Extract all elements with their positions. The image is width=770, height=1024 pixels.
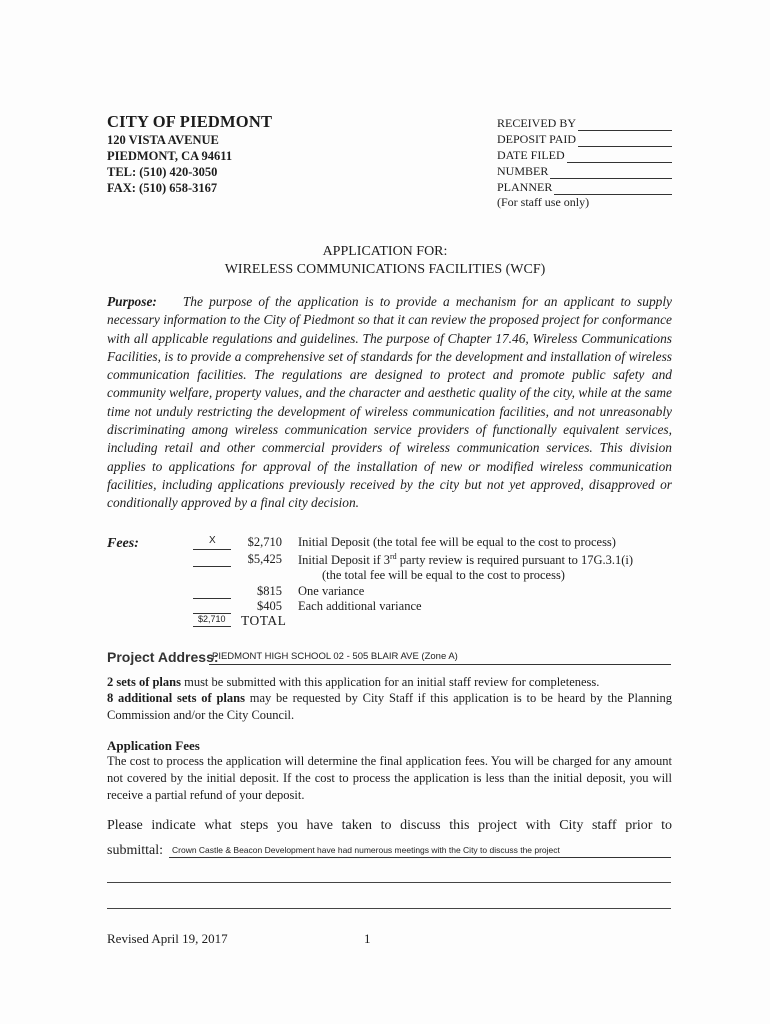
received-by-label: RECEIVED BY — [497, 116, 576, 130]
fee-check-mark: X — [209, 535, 216, 546]
application-title-line2: WIRELESS COMMUNICATIONS FACILITIES (WCF) — [224, 262, 546, 277]
total-label: TOTAL — [241, 613, 287, 628]
phone-line: TEL: (510) 420-3050 — [107, 165, 218, 179]
fee-description: One variance — [298, 584, 365, 598]
fee-amount: $5,425 — [247, 552, 282, 566]
fee-description — [298, 552, 633, 568]
received-by-field — [497, 116, 672, 131]
date-filed-field — [497, 148, 672, 163]
submittal-value: Crown Castle & Beacon Development have had numerous meetings with the City to discuss the project — [172, 845, 560, 855]
fee-checkbox-initial-deposit[interactable] — [193, 535, 231, 550]
number-field — [497, 164, 672, 179]
fee-checkbox-third-party[interactable] — [193, 552, 231, 567]
fee-description-superscript: rd — [390, 552, 397, 561]
address-line: 120 VISTA AVENUE — [107, 133, 219, 147]
fees-label: Fees: — [107, 536, 139, 551]
fee-amount: $405 — [257, 599, 282, 613]
fee-description: Initial Deposit (the total fee will be equal to the cost to process) — [298, 535, 616, 549]
number-label: NUMBER — [497, 164, 549, 178]
city-name: CITY OF PIEDMONT — [107, 112, 273, 131]
fee-description: Each additional variance — [298, 599, 422, 613]
planner-field — [497, 180, 672, 195]
project-address-value: PIEDMONT HIGH SCHOOL 02 - 505 BLAIR AVE (Zone A) — [212, 651, 458, 662]
city-state-line: PIEDMONT, CA 94611 — [107, 149, 233, 163]
submittal-extra-line[interactable] — [107, 882, 671, 883]
number-blank — [550, 168, 672, 179]
plans-requirement-2 — [107, 690, 672, 724]
purpose-text: The purpose of the application is to provide a mechanism for an applicant to supply necessary information to the City of Piedmont so that it can review the proposed project for conformance with all applicable regulations and guidelines. The purpose of Chapter 17.46, Wireless Communications Facilities, is to provide a comprehensive set of standards for the development and installation of wireless communication facilities. The regulations are designed to protect and promote public safety and community welfare, property values, and the character and aesthetic quality of the city, while at the same time not unduly restricting the development of wireless communication facilities, and not unreasonably discriminating among wireless communication service providers of functionally equivalent services, including retail and other commercial providers of wireless communication services. This division applies to applications for approval of the installation of new or modified wireless communication facilities, including applications previously received by the city but not yet approved, disapproved or conditionally approved by a final city decision. — [107, 294, 672, 511]
deposit-paid-label: DEPOSIT PAID — [497, 132, 577, 146]
fax-line: FAX: (510) 658-3167 — [107, 181, 218, 195]
fee-amount: $815 — [257, 584, 282, 598]
fee-amount: $2,710 — [247, 535, 282, 549]
deposit-paid-blank — [578, 136, 672, 147]
project-address-field[interactable] — [209, 664, 671, 665]
deposit-paid-field — [497, 132, 672, 147]
revised-date: Revised April 19, 2017 — [107, 931, 228, 946]
date-filed-blank — [567, 152, 672, 163]
purpose-label: Purpose: — [107, 294, 157, 309]
submittal-label: submittal: — [107, 843, 163, 858]
plans-requirement-1 — [107, 674, 672, 691]
plans-text: must be submitted with this application for an initial staff review for completeness. — [180, 675, 600, 689]
fee-description-part: Initial Deposit if 3 — [298, 553, 390, 568]
application-fees-heading: Application Fees — [107, 738, 200, 753]
application-fees-text: The cost to process the application will determine the final application fees. You will be charged for any amount not covered by the initial deposit. If the cost to process the application is less than the initial deposit, you will receive a partial refund of your deposit. — [107, 754, 672, 802]
application-title-line1: APPLICATION FOR: — [322, 244, 448, 259]
fee-description-part: party review is required pursuant to 17G.3.1(i) — [396, 553, 634, 568]
planner-blank — [554, 184, 672, 195]
fee-checkbox-one-variance[interactable] — [193, 584, 231, 599]
staff-use-note: (For staff use only) — [497, 195, 590, 209]
submittal-extra-line[interactable] — [107, 908, 671, 909]
plans-emphasis: 8 additional sets of plans — [107, 691, 245, 705]
plans-text: may be requested by City Staff if this application is to be heard by the Planning Commission and/or the City Council. — [107, 691, 673, 722]
submittal-field[interactable] — [169, 857, 671, 858]
project-address-label: Project Address: — [107, 649, 219, 665]
planner-label: PLANNER — [497, 180, 553, 194]
total-value: $2,710 — [198, 614, 226, 624]
page-number: 1 — [364, 931, 371, 946]
total-field[interactable] — [193, 612, 231, 627]
steps-question: Please indicate what steps you have taken to discuss this project with City staff prior to — [107, 818, 672, 833]
purpose-section — [107, 293, 672, 513]
date-filed-label: DATE FILED — [497, 148, 565, 162]
fee-description-note: (the total fee will be equal to the cost to process) — [322, 568, 565, 582]
received-by-blank — [578, 120, 672, 131]
plans-emphasis: 2 sets of plans — [107, 675, 181, 689]
